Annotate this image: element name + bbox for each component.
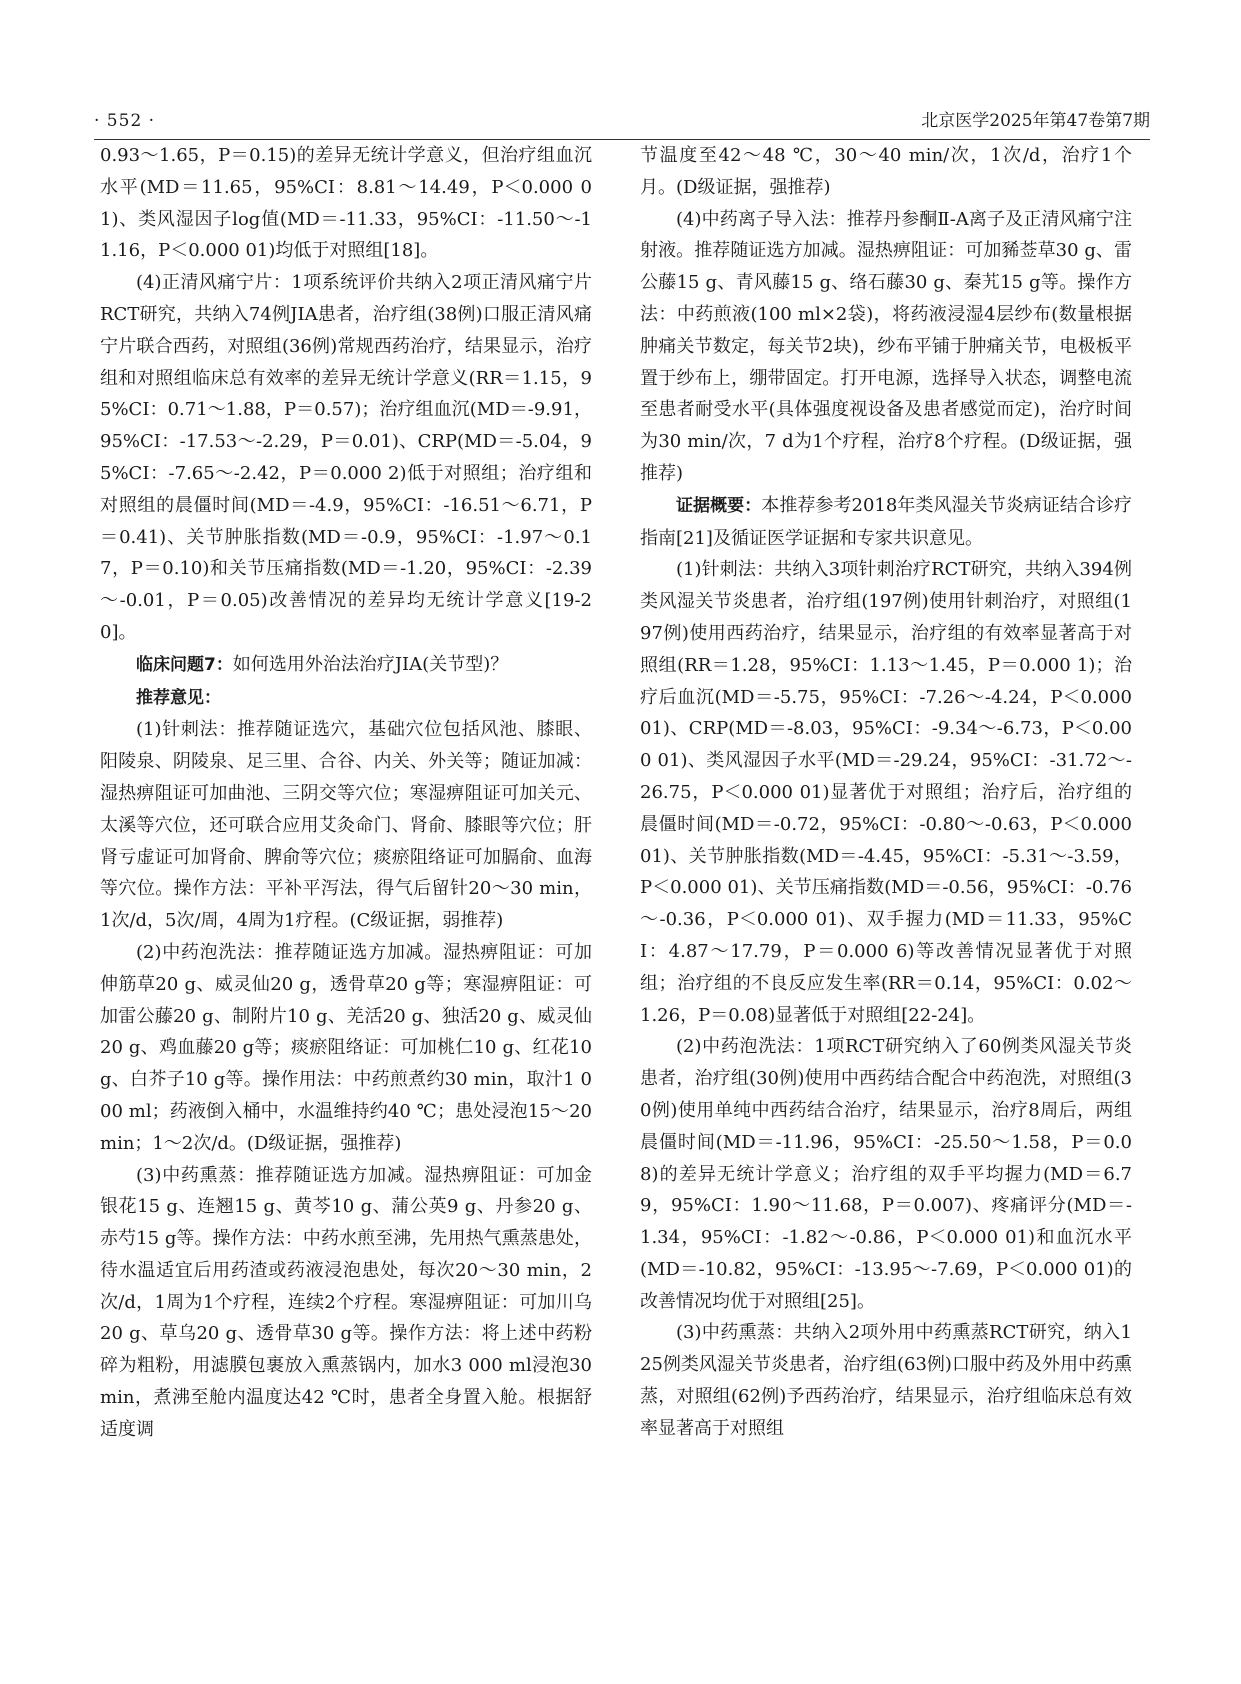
page-header <box>94 108 1150 138</box>
paragraph-acupuncture-recommendation: (1)针刺法：推荐随证选穴，基础穴位包括风池、膝眼、阳陵泉、阴陵泉、足三里、合谷、内关、外关等；随证加减：湿热痹阻证可加曲池、三阴交等穴位；寒湿痹阻证可加关元、太溪等穴位，还可联合应用艾灸命门、肾俞、膝眼等穴位；肝肾亏虚证可加肾俞、脾俞等穴位；痰瘀阻络证可加膈俞、血海等穴位。操作方法：平补平泻法，得气后留针20～30 min，1次/d，5次/周，4周为1疗程。(C级证据，弱推荐) <box>100 719 592 932</box>
recommendation-label: 推荐意见： <box>136 687 221 708</box>
left-column <box>100 140 592 1446</box>
clinical-question-text: 如何选用外治法治疗JIA(关节型)？ <box>232 653 509 675</box>
right-column <box>640 140 1132 1445</box>
paragraph-zhengqing-fengtongning: (4)正清风痛宁片：1项系统评价共纳入2项正清风痛宁片RCT研究，共纳入74例JIA患者，治疗组(38例)口服正清风痛宁片联合西药，对照组(36例)常规西药治疗，结果显示，治疗组和对照组临床总有效率的差异无统计学意义(RR＝1.15，95%CI：0.71～1.88，P＝0.57)；治疗组血沉(MD＝-9.91，95%CI：-17.53～-2.29，P＝0.01)、CRP(MD＝-5.04，95%CI：-7.65～-2.42，P＝0.000 2)低于对照组；治疗组和对照组的晨僵时间(MD＝-4.9，95%CI：-16.51～6.71，P＝0.41)、关节肿胀指数(MD＝-0.9，95%CI：-1.97～0.17，P＝0.10)和关节压痛指数(MD＝-1.20，95%CI：-2.39～-0.01，P＝0.05)改善情况的差异均无统计学意义[19-20]。 <box>100 272 592 643</box>
paragraph-herbal-soak-evidence: (2)中药泡洗法：1项RCT研究纳入了60例类风湿关节炎患者，治疗组(30例)使用中西药结合配合中药泡洗，对照组(30例)使用单纯中西药结合治疗，结果显示，治疗8周后，两组晨僵时间(MD＝-11.96，95%CI：-25.50～1.58，P＝0.08)的差异无统计学意义；治疗组的双手平均握力(MD＝6.79，95%CI：1.90～11.68，P＝0.007)、疼痛评分(MD＝-1.34，95%CI：-1.82～-0.86，P＜0.000 01)和血沉水平(MD＝-10.82，95%CI：-13.95～-7.69，P＜0.000 01)的改善情况均优于对照组[25]。 <box>640 1036 1132 1312</box>
evidence-summary-label: 证据概要： <box>676 495 762 516</box>
paragraph-iontophoresis-recommendation: (4)中药离子导入法：推荐丹参酮Ⅱ-A离子及正清风痛宁注射液。推荐随证选方加减。湿热痹阻证：可加豨莶草30 g、雷公藤15 g、青风藤15 g、络石藤30 g、秦艽15 g等。操作方法：中药煎液(100 ml×2袋)，将药液浸湿4层纱布(数量根据肿痛关节数定，每关节2块)，纱布平铺于肿痛关节，电极板平置于纱布上，绷带固定。打开电源，选择导入状态，调整电流至患者耐受水平(具体强度视设备及患者感觉而定)，治疗时间为30 min/次，7 d为1个疗程，治疗8个疗程。(D级证据，强推荐) <box>640 208 1132 484</box>
paragraph-acupuncture-evidence: (1)针刺法：共纳入3项针刺治疗RCT研究，共纳入394例类风湿关节炎患者，治疗组(197例)使用针刺治疗，对照组(197例)使用西药治疗，结果显示，治疗组的有效率显著高于对照组(RR＝1.28，95%CI：1.13～1.45，P＝0.000 1)；治疗后血沉(MD＝-5.75，95%CI：-7.26～-4.24，P＜0.000 01)、CRP(MD＝-8.03，95%CI：-9.34～-6.73，P＜0.000 01)、类风湿因子水平(MD＝-29.24，95%CI：-31.72～-26.75，P＜0.000 01)显著优于对照组；治疗后，治疗组的晨僵时间(MD＝-0.72，95%CI：-0.80～-0.63，P＜0.000 01)、关节肿胀指数(MD＝-4.45，95%CI：-5.31～-3.59，P＜0.000 01)、关节压痛指数(MD＝-0.56，95%CI：-0.76～-0.36，P＜0.000 01)、双手握力(MD＝11.33，95%CI：4.87～17.79，P＝0.000 6)等改善情况显著优于对照组；治疗组的不良反应发生率(RR＝0.14，95%CI：0.02～1.26，P＝0.08)显著低于对照组[22-24]。 <box>640 559 1132 1026</box>
evidence-summary <box>640 490 1132 555</box>
clinical-question-7 <box>100 649 592 682</box>
clinical-question-label: 临床问题7： <box>136 654 233 675</box>
paragraph-continuation: 0.93～1.65，P＝0.15)的差异无统计学意义，但治疗组血沉水平(MD＝11.65，95%CI：8.81～14.49，P＜0.000 01)、类风湿因子log值(MD＝-11.33，95%CI：-11.50～-11.16，P＜0.000 01)均低于对照组[18]。 <box>100 145 592 262</box>
paragraph-herbal-soak-recommendation: (2)中药泡洗法：推荐随证选方加减。湿热痹阻证：可加伸筋草20 g、威灵仙20 g，透骨草20 g等；寒湿痹阻证：可加雷公藤20 g、制附片10 g、羌活20 g、独活20 g、威灵仙20 g、鸡血藤20 g等；痰瘀阻络证：可加桃仁10 g、红花10 g、白芥子10 g等。操作用法：中药煎煮约30 min，取汁1 000 ml；药液倒入桶中，水温维持约40 ℃；患处浸泡15～20 min；1～2次/d。(D级证据，强推荐) <box>100 941 592 1154</box>
paragraph-fumigation-continuation: 节温度至42～48 ℃，30～40 min/次，1次/d，治疗1个月。(D级证据，强推荐) <box>640 145 1132 198</box>
paragraph-herbal-fumigation-recommendation: (3)中药熏蒸：推荐随证选方加减。湿热痹阻证：可加金银花15 g、连翘15 g、黄芩10 g、蒲公英9 g、丹参20 g、赤芍15 g等。操作方法：中药水煎至沸，先用热气熏蒸患处，待水温适宜后用药渣或药液浸泡患处，每次20～30 min，2次/d，1周为1个疗程，连续2个疗程。寒湿痹阻证：可加川乌20 g、草乌20 g、透骨草30 g等。操作方法：将上述中药粉碎为粗粉，用滤膜包裹放入熏蒸锅内，加水3 000 ml浸泡30 min，煮沸至舱内温度达42 ℃时，患者全身置入舱。根据舒适度调 <box>100 1164 592 1440</box>
page-number: · 552 · <box>94 111 156 131</box>
paragraph-fumigation-evidence: (3)中药熏蒸：共纳入2项外用中药熏蒸RCT研究，纳入125例类风湿关节炎患者，治疗组(63例)口服中药及外用中药熏蒸，对照组(62例)予西药治疗，结果显示，治疗组临床总有效率显著高于对照组 <box>640 1322 1132 1439</box>
evidence-summary-text: 本推荐参考2018年类风湿关节炎病证结合诊疗指南[21]及循证医学证据和专家共识意见。 <box>640 494 1133 549</box>
recommendation-heading <box>100 682 592 715</box>
journal-title: 北京医学2025年第47卷第7期 <box>921 111 1150 131</box>
